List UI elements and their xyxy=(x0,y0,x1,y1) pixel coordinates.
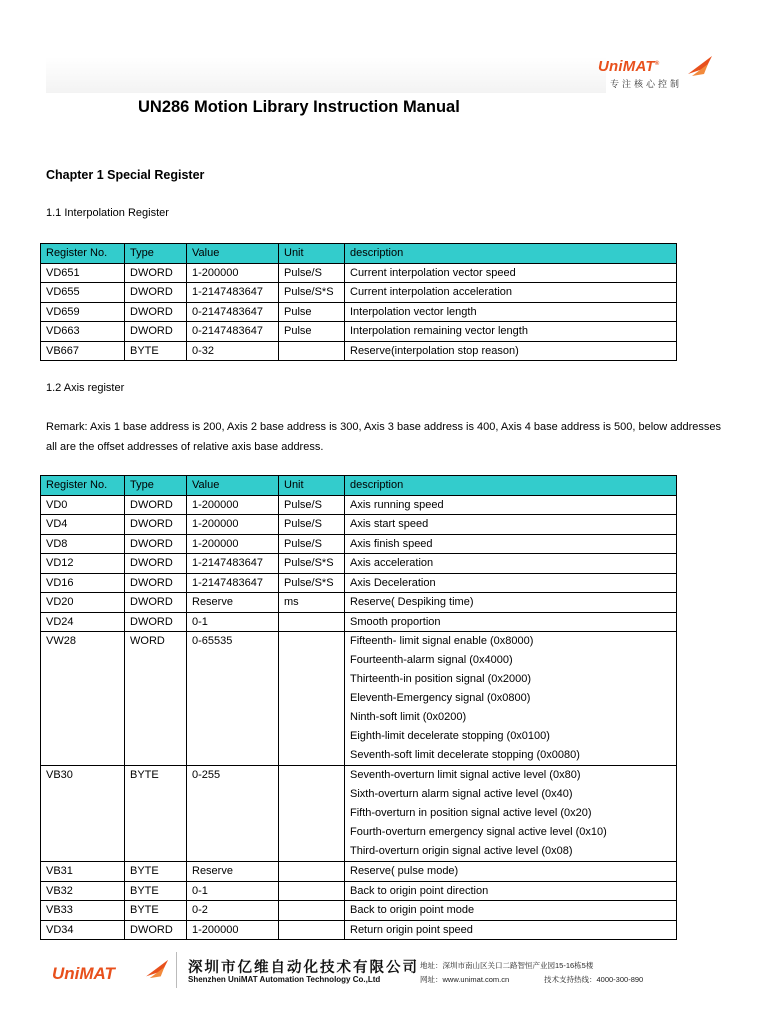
table-row xyxy=(41,881,677,901)
table-cell xyxy=(279,612,345,632)
table-cell: 1-2147483647 xyxy=(187,283,279,303)
section-1-title: 1.1 Interpolation Register xyxy=(46,207,169,219)
table-cell: Pulse xyxy=(279,302,345,322)
table-cell: DWORD xyxy=(125,515,187,535)
column-header: Type xyxy=(125,476,187,496)
table-cell: DWORD xyxy=(125,920,187,940)
column-header: description xyxy=(345,244,677,264)
table-cell xyxy=(345,766,677,862)
table-cell xyxy=(279,766,345,862)
table-row xyxy=(41,263,677,283)
table-cell: Smooth proportion xyxy=(345,612,677,632)
table-cell: Axis start speed xyxy=(345,515,677,535)
table-cell: VD4 xyxy=(41,515,125,535)
description-line: Ninth-soft limit (0x0200) xyxy=(350,711,467,723)
table-cell: Pulse/S*S xyxy=(279,554,345,574)
table-cell: Axis finish speed xyxy=(345,534,677,554)
table-cell: VW28 xyxy=(41,632,125,766)
table-cell: 0-1 xyxy=(187,881,279,901)
table-cell: BYTE xyxy=(125,901,187,921)
table-cell: BYTE xyxy=(125,862,187,882)
table-cell: VB30 xyxy=(41,766,125,862)
table-cell: 1-200000 xyxy=(187,515,279,535)
axis-register-table xyxy=(40,475,677,940)
chapter-heading: Chapter 1 Special Register xyxy=(46,168,205,182)
table-cell: Pulse/S*S xyxy=(279,283,345,303)
table-row xyxy=(41,573,677,593)
table-cell: Pulse/S xyxy=(279,495,345,515)
table-cell: 1-200000 xyxy=(187,534,279,554)
description-line: Fifth-overturn in position signal active level (0x20) xyxy=(350,807,592,819)
table-cell: DWORD xyxy=(125,612,187,632)
company-name-en: Shenzhen UniMAT Automation Technology Co.,Ltd xyxy=(188,975,381,984)
table-cell: 0-1 xyxy=(187,612,279,632)
table-cell: DWORD xyxy=(125,322,187,342)
column-header: Value xyxy=(187,244,279,264)
description-line: Seventh-overturn limit signal active level (0x80) xyxy=(350,769,581,781)
table-cell: VD12 xyxy=(41,554,125,574)
table-cell xyxy=(279,901,345,921)
remark-text: Remark: Axis 1 base address is 200, Axis 2 base address is 300, Axis 3 base address is 400, Axis 4 base address is 500, below addresses all are the offset addresses of relative axis base address. xyxy=(46,421,722,453)
unimat-logo xyxy=(598,54,718,90)
company-website[interactable]: 网址：www.unimat.com.cn xyxy=(420,975,510,984)
table-cell: DWORD xyxy=(125,495,187,515)
table-row xyxy=(41,554,677,574)
table-cell: DWORD xyxy=(125,283,187,303)
company-name-cn: 深圳市亿维自动化技术有限公司 xyxy=(188,960,419,976)
table-cell: Reserve xyxy=(187,862,279,882)
description-line: Seventh-soft limit decelerate stopping (0x0080) xyxy=(350,749,580,761)
table-cell: VD0 xyxy=(41,495,125,515)
table-cell xyxy=(279,920,345,940)
table-row xyxy=(41,766,677,862)
table-cell: BYTE xyxy=(125,341,187,361)
section-2-title: 1.2 Axis register xyxy=(46,382,125,394)
table-header-row xyxy=(41,244,677,264)
table-cell: 0-65535 xyxy=(187,632,279,766)
table-cell: Return origin point speed xyxy=(345,920,677,940)
table-cell: 1-200000 xyxy=(187,263,279,283)
table-row xyxy=(41,862,677,882)
table-row xyxy=(41,612,677,632)
table-cell: VD651 xyxy=(41,263,125,283)
table-cell: WORD xyxy=(125,632,187,766)
description-line: Eighth-limit decelerate stopping (0x0100) xyxy=(350,730,550,742)
description-line: Sixth-overturn alarm signal active level (0x40) xyxy=(350,788,573,800)
table-cell xyxy=(279,862,345,882)
table-cell: DWORD xyxy=(125,573,187,593)
table-cell: Axis acceleration xyxy=(345,554,677,574)
table-row xyxy=(41,534,677,554)
footer-divider xyxy=(176,952,177,988)
table-row xyxy=(41,515,677,535)
table-cell: BYTE xyxy=(125,881,187,901)
table-cell: DWORD xyxy=(125,554,187,574)
table-row xyxy=(41,901,677,921)
table-cell: Interpolation vector length xyxy=(345,302,677,322)
table-cell: 1-200000 xyxy=(187,920,279,940)
table-header-row xyxy=(41,476,677,496)
table-cell: Pulse/S*S xyxy=(279,573,345,593)
description-line: Fourth-overturn emergency signal active level (0x10) xyxy=(350,826,607,838)
table-cell xyxy=(345,632,677,766)
table-cell: VB667 xyxy=(41,341,125,361)
table-cell: Current interpolation vector speed xyxy=(345,263,677,283)
column-header: Register No. xyxy=(41,476,125,496)
table-row xyxy=(41,920,677,940)
table-cell: 0-2 xyxy=(187,901,279,921)
table-cell: VD24 xyxy=(41,612,125,632)
table-cell: DWORD xyxy=(125,593,187,613)
table-cell: VD20 xyxy=(41,593,125,613)
logo-tagline: 专注核心控制 xyxy=(610,79,683,89)
column-header: Value xyxy=(187,476,279,496)
table-cell: Reserve xyxy=(187,593,279,613)
table-cell: Reserve(interpolation stop reason) xyxy=(345,341,677,361)
description-line: Thirteenth-in position signal (0x2000) xyxy=(350,673,531,685)
table-cell: VB33 xyxy=(41,901,125,921)
table-cell: Back to origin point direction xyxy=(345,881,677,901)
footer-logo-swoosh-icon xyxy=(144,958,172,980)
table-row xyxy=(41,283,677,303)
table-cell: VD34 xyxy=(41,920,125,940)
table-cell: VB32 xyxy=(41,881,125,901)
table-cell: Current interpolation acceleration xyxy=(345,283,677,303)
table-cell: VD655 xyxy=(41,283,125,303)
column-header: description xyxy=(345,476,677,496)
table-row xyxy=(41,322,677,342)
description-line: Fourteenth-alarm signal (0x4000) xyxy=(350,654,513,666)
table-cell: Back to origin point mode xyxy=(345,901,677,921)
table-cell: Pulse xyxy=(279,322,345,342)
table-cell: DWORD xyxy=(125,263,187,283)
logo-text: UniMAT® xyxy=(598,58,660,75)
table-cell: DWORD xyxy=(125,534,187,554)
table-row xyxy=(41,593,677,613)
table-cell: Axis running speed xyxy=(345,495,677,515)
footer xyxy=(40,950,730,990)
support-hotline: 技术支持热线：4000-300-890 xyxy=(544,975,644,984)
table-row xyxy=(41,341,677,361)
footer-logo-text: UniMAT xyxy=(52,964,115,983)
table-row xyxy=(41,302,677,322)
table-cell: VD8 xyxy=(41,534,125,554)
table-cell: VD659 xyxy=(41,302,125,322)
table-cell: BYTE xyxy=(125,766,187,862)
table-cell xyxy=(279,341,345,361)
logo-swoosh-icon xyxy=(686,54,716,78)
table-cell: ms xyxy=(279,593,345,613)
column-header: Register No. xyxy=(41,244,125,264)
table-cell xyxy=(279,632,345,766)
table-cell: Pulse/S xyxy=(279,263,345,283)
table-cell: 0-2147483647 xyxy=(187,302,279,322)
table-cell: Reserve( Despiking time) xyxy=(345,593,677,613)
table-cell: Interpolation remaining vector length xyxy=(345,322,677,342)
table-cell: VD16 xyxy=(41,573,125,593)
column-header: Unit xyxy=(279,476,345,496)
interpolation-register-table xyxy=(40,243,677,361)
table-row xyxy=(41,495,677,515)
table-cell: Reserve( pulse mode) xyxy=(345,862,677,882)
table-cell: Pulse/S xyxy=(279,515,345,535)
table-cell: Axis Deceleration xyxy=(345,573,677,593)
table-cell: VB31 xyxy=(41,862,125,882)
table-cell: DWORD xyxy=(125,302,187,322)
table-cell: VD663 xyxy=(41,322,125,342)
column-header: Unit xyxy=(279,244,345,264)
table-cell: 1-200000 xyxy=(187,495,279,515)
table-cell: Pulse/S xyxy=(279,534,345,554)
table-cell: 0-255 xyxy=(187,766,279,862)
table-cell: 0-32 xyxy=(187,341,279,361)
description-line: Eleventh-Emergency signal (0x0800) xyxy=(350,692,531,704)
table-row xyxy=(41,632,677,766)
table-cell: 1-2147483647 xyxy=(187,554,279,574)
company-address: 地址：深圳市南山区关口二路智恒产业园15-16栋5楼 xyxy=(420,961,594,970)
header-band xyxy=(46,57,606,93)
description-line: Third-overturn origin signal active level (0x08) xyxy=(350,845,573,857)
table-cell xyxy=(279,881,345,901)
table-cell: 1-2147483647 xyxy=(187,573,279,593)
document-title: UN286 Motion Library Instruction Manual xyxy=(138,98,460,116)
column-header: Type xyxy=(125,244,187,264)
table-cell: 0-2147483647 xyxy=(187,322,279,342)
description-line: Fifteenth- limit signal enable (0x8000) xyxy=(350,635,534,647)
